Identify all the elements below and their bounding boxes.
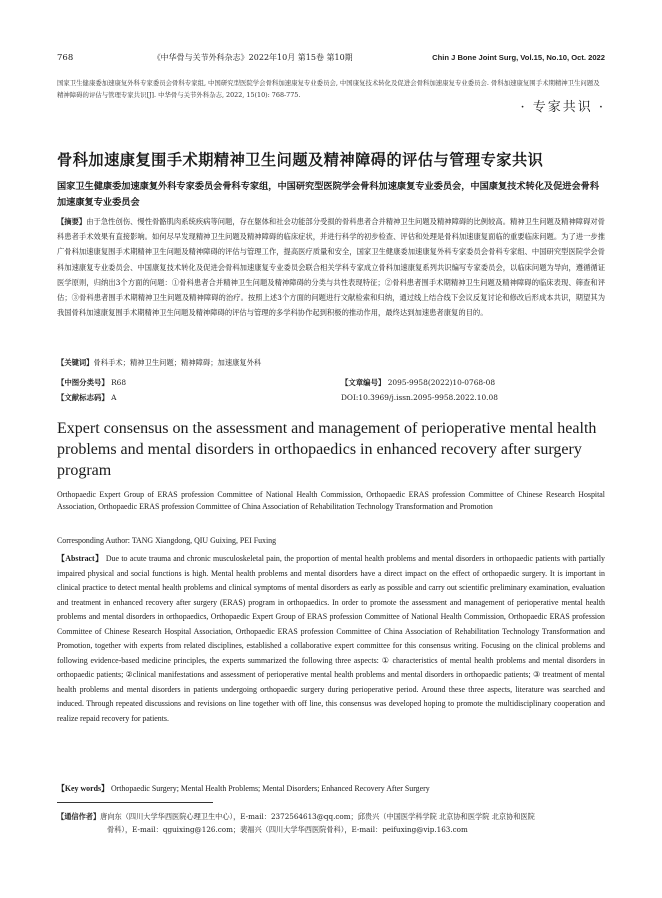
footnote-line-2: 骨科），E-mail：qguixing@126.com；裴福兴（四川大学华西医院骨科），E-mail：peifuxing@vip.163.com xyxy=(107,825,468,834)
running-header xyxy=(57,52,605,63)
abstract-cn-text: 由于急性创伤、慢性骨骼肌肉系统疾病等问题，存在躯体和社会功能部分受损的骨科患者合并精神卫生问题及精神障碍的比例较高。精神卫生问题及精神障碍对骨科患者手术效果有直接影响。如何尽早发现精神卫生问题及精神障碍的临床症状，并进行科学的初步检查、评估和处理是骨科加速康复面临的重要临床问题。为了进一步推广骨科加速康复围手术期精神卫生问题及精神障碍的评估与管理工作，提高医疗质量和安全，国家卫生健康委加速康复外科专家委员会骨科专家组、中国研究型医院学会骨科加速康复专业委员会、中国康复技术转化及促进会骨科加速康复专业委员会联合相关学科专家成立骨科加速康复系列共识编写专家委员会，以临床问题为导向，遵循循证医学原则，归纳出3个方面的问题：①骨科患者合并精神卫生问题及精神障碍的分类与共性表现特征；②骨科患者围手术期精神卫生问题及精神障碍的临床表现、筛查和评估；③骨科患者围手术期精神卫生问题及精神障碍的治疗。按照上述3个方面的问题进行文献检索和归纳，通过线上结合线下会议反复讨论和修改后形成本共识，期望其为我国骨科加速康复围手术期精神卫生问题及精神障碍的评估与管理的多学科协作起到积极的推动作用，最终达到加速患者康复的目的。 xyxy=(57,217,606,318)
article-meta xyxy=(57,375,605,405)
clc-number xyxy=(57,377,341,388)
article-number-label: 【文章编号】 xyxy=(341,378,386,387)
citation: 国家卫生健康委加速康复外科专家委员会骨科专家组, 中国研究型医院学会骨科加速康复专业委员会, 中国康复技术转化及促进会骨科加速康复专业委员会. 骨科加速康复围手术期精神卫生问题及精神障碍的评估与管理专家共识[J]. 中华骨与关节外科杂志, 2022, 15(10): 768-775. xyxy=(57,79,600,99)
authors-cn: 国家卫生健康委加速康复外科专家委员会骨科专家组，中国研究型医院学会骨科加速康复专业委员会，中国康复技术转化及促进会骨科加速康复专业委员会 xyxy=(57,181,600,208)
authors-en: Orthopaedic Expert Group of ERAS profession Committee of National Health Commission, Orthopaedic ERAS profession Committee of Chinese Research Hospital Association, Orthopaedic ERAS profession Committee of China Association of Rehabilitation Technology Transformation and Promotion xyxy=(57,490,605,512)
journal-name-en: Chin J Bone Joint Surg, Vol.15, No.10, Oct. 2022 xyxy=(432,53,605,62)
section-tag: · 专家共识 · xyxy=(520,100,605,115)
abstract-en-label: 【Abstract】 xyxy=(57,554,104,563)
page-number: 768 xyxy=(57,53,74,63)
corresponding-author: Corresponding Author: TANG Xiangdong, QIU Guixing, PEI Fuxing xyxy=(57,536,277,545)
clc-label: 【中图分类号】 xyxy=(57,378,109,387)
journal-name-cn: 《中华骨与关节外科杂志》2022年10月 第15卷 第10期 xyxy=(152,53,353,62)
keywords-cn-label: 【关键词】 xyxy=(57,358,94,367)
clc-value: R68 xyxy=(111,378,127,387)
meta-row xyxy=(57,390,605,405)
footnote-divider xyxy=(57,802,213,803)
article-number-value: 2095-9958(2022)10-0768-08 xyxy=(387,378,496,387)
keywords-en-label: 【Key words】 xyxy=(57,784,109,793)
document-code-label: 【文献标志码】 xyxy=(57,393,109,402)
meta-row xyxy=(57,375,605,390)
keywords-en xyxy=(57,783,605,794)
document-code-value: A xyxy=(111,393,117,402)
document-code xyxy=(57,392,341,403)
abstract-en xyxy=(57,552,605,726)
keywords-en-text: Orthopaedic Surgery; Mental Health Problems; Mental Disorders; Enhanced Recovery After Surgery xyxy=(110,784,430,793)
article-number xyxy=(341,377,495,388)
abstract-en-text: Due to acute trauma and chronic musculoskeletal pain, the proportion of mental health problems and mental disorders in orthopaedic patients with partially impaired physical and social functions is high. Mental health problems and mental disorders have a direct impact on the effect of orthopaedic surgery. It is important in clinical practice to detect mental health problems and clinical symptoms of mental disorders as early as possible and carry out scientific preliminary examination, evaluation and treatment in enhanced recovery after surgery (ERAS) program in orthopaedics. In order to promote the assessment and management of perioperative mental health problems and mental disorders in orthopaedics, Orthopaedic Expert Group of ERAS profession Committee of National Health Commission, Orthopaedic ERAS profession Committee of Chinese Research Hospital Association, Orthopaedic ERAS profession Committee of China Association of Rehabilitation Technology Transformation and Promotion, together with experts from related disciplines, established a collaborative expert committee for this consensus writing. Focusing on the clinical problems and following evidence-based medicine principles, the experts summarized the following three aspects: ① characteristics of mental health problems and mental disorders in orthopaedic patients; ②clinical manifestations and assessment of perioperative mental health problems and mental disorders in orthopaedic patients; ③ treatment of mental health problems and mental disorders in patients undergoing orthopaedic surgery during perioperative period. Around these three aspects, literature was searched and induced. Through repeated discussions and revisions on line together with off line, this consensus was developed hoping to promote the multidisciplinary cooperation and realize repaid recovery for patients. xyxy=(57,554,605,723)
footnote-label: 【通信作者】 xyxy=(57,812,101,821)
abstract-cn-label: 【摘要】 xyxy=(57,217,87,226)
keywords-cn xyxy=(57,358,605,368)
title-en: Expert consensus on the assessment and management of perioperative mental health problems and mental disorders in orthopaedics in enhanced recovery after surgery program xyxy=(57,420,597,479)
doi: DOI:10.3969/j.issn.2095-9958.2022.10.08 xyxy=(341,393,498,402)
abstract-cn xyxy=(57,214,605,320)
title-cn: 骨科加速康复围手术期精神卫生问题及精神障碍的评估与管理专家共识 xyxy=(57,151,544,169)
footnote-line-1 xyxy=(57,810,605,823)
footnote xyxy=(57,810,605,836)
footnote-line-1-text: 唐向东（四川大学华西医院心理卫生中心），E-mail：2372564613@qq.com；邱贵兴（中国医学科学院 北京协和医学院 北京协和医院 xyxy=(100,812,535,821)
keywords-cn-text: 骨科手术；精神卫生问题；精神障碍；加速康复外科 xyxy=(93,358,262,367)
